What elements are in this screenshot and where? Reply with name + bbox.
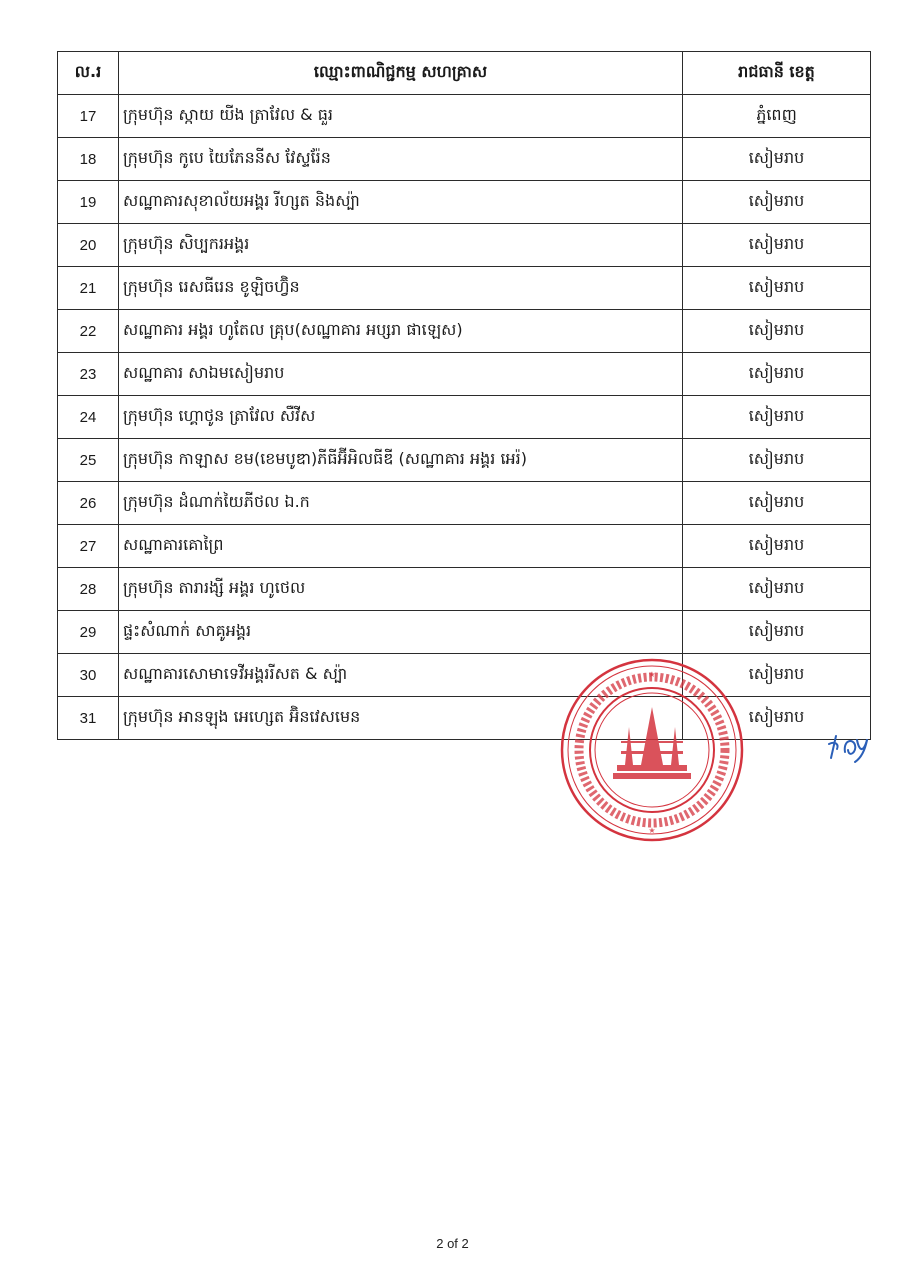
- row-number: 22: [58, 310, 119, 353]
- row-number: 18: [58, 138, 119, 181]
- table-row: [58, 697, 871, 740]
- row-number: 31: [58, 697, 119, 740]
- enterprise-name: ផ្ទះសំណាក់ សាគូអង្គរ: [119, 611, 683, 654]
- province-name: សៀមរាប: [683, 138, 871, 181]
- table-row: [58, 353, 871, 396]
- table-row: [58, 138, 871, 181]
- table-row: [58, 267, 871, 310]
- province-name: សៀមរាប: [683, 181, 871, 224]
- province-name: សៀមរាប: [683, 224, 871, 267]
- province-name: សៀមរាប: [683, 697, 871, 740]
- page-number: 2 of 2: [436, 1236, 469, 1251]
- table-row: [58, 482, 871, 525]
- table-row: [58, 439, 871, 482]
- enterprise-name: ក្រុមហ៊ុន តារារង្សី អង្គរ ហូថេល: [119, 568, 683, 611]
- row-number: 30: [58, 654, 119, 697]
- header-enterprise-name: ឈ្មោះពាណិជ្ជកម្ម សហគ្រាស: [119, 52, 683, 95]
- enterprise-name: សណ្ឋាគារ អង្គរ ហូតែល គ្រុប(សណ្ឋាគារ អប្សរា ផាឡេស): [119, 310, 683, 353]
- table-row: [58, 525, 871, 568]
- table-header-row: [58, 52, 871, 95]
- svg-text:★: ★: [648, 826, 656, 835]
- table-row: [58, 310, 871, 353]
- table-row: [58, 654, 871, 697]
- enterprise-name: ក្រុមហ៊ុន កាឡាស ខម(ខេមបូឌា)ភីធីអ៊ីអិលធីឌី (សណ្ឋាគារ អង្គរ អេរ៉): [119, 439, 683, 482]
- table-row: [58, 95, 871, 138]
- enterprise-name: ក្រុមហ៊ុន សិប្បករអង្គរ: [119, 224, 683, 267]
- province-name: ភ្នំពេញ: [683, 95, 871, 138]
- province-name: សៀមរាប: [683, 353, 871, 396]
- row-number: 23: [58, 353, 119, 396]
- province-name: សៀមរាប: [683, 611, 871, 654]
- province-name: សៀមរាប: [683, 396, 871, 439]
- enterprise-name: ក្រុមហ៊ុន អានឡុង អេហ្សេត អ៊ិនវេសមេន: [119, 697, 683, 740]
- row-number: 25: [58, 439, 119, 482]
- province-name: សៀមរាប: [683, 439, 871, 482]
- enterprise-name: សណ្ឋាគារគោព្រៃ: [119, 525, 683, 568]
- province-name: សៀមរាប: [683, 568, 871, 611]
- enterprise-name: សណ្ឋាគារ សាឯមសៀមរាប: [119, 353, 683, 396]
- row-number: 27: [58, 525, 119, 568]
- province-name: សៀមរាប: [683, 525, 871, 568]
- row-number: 24: [58, 396, 119, 439]
- row-number: 28: [58, 568, 119, 611]
- table-row: [58, 568, 871, 611]
- svg-text:★: ★: [648, 670, 656, 679]
- enterprise-name: សណ្ឋាគារសោមាទេវីអង្គររីសត & ស្ប៉ា: [119, 654, 683, 697]
- enterprise-name: ក្រុមហ៊ុន ស្កាយ យីង ត្រាវែល & ធួរ: [119, 95, 683, 138]
- row-number: 26: [58, 482, 119, 525]
- table-row: [58, 611, 871, 654]
- table-row: [58, 181, 871, 224]
- header-number: ល.រ: [58, 52, 119, 95]
- province-name: សៀមរាប: [683, 482, 871, 525]
- row-number: 17: [58, 95, 119, 138]
- province-name: សៀមរាប: [683, 654, 871, 697]
- table-row: [58, 224, 871, 267]
- province-name: សៀមរាប: [683, 267, 871, 310]
- row-number: 20: [58, 224, 119, 267]
- enterprise-name: ក្រុមហ៊ុន រេសធីរេន ខូឡិចហ្វ៊ិន: [119, 267, 683, 310]
- enterprise-table: [57, 51, 871, 740]
- signature-icon: [827, 730, 877, 766]
- header-province: រាជធានី ខេត្ត: [683, 52, 871, 95]
- row-number: 21: [58, 267, 119, 310]
- enterprise-name: ក្រុមហ៊ុន កូបេ យៃភែននីស វែស្ទរ៉ែន: [119, 138, 683, 181]
- row-number: 29: [58, 611, 119, 654]
- province-name: សៀមរាប: [683, 310, 871, 353]
- enterprise-name: ក្រុមហ៊ុន ដំណាក់យៃភីថល ឯ.ក: [119, 482, 683, 525]
- enterprise-name: សណ្ឋាគារសុខាល័យអង្គរ រីហ្សត និងស្ប៉ា: [119, 181, 683, 224]
- row-number: 19: [58, 181, 119, 224]
- table-row: [58, 396, 871, 439]
- official-seal-icon: [557, 655, 747, 845]
- enterprise-name: ក្រុមហ៊ុន ហ្គោថូន ត្រាវែល សឺវីស: [119, 396, 683, 439]
